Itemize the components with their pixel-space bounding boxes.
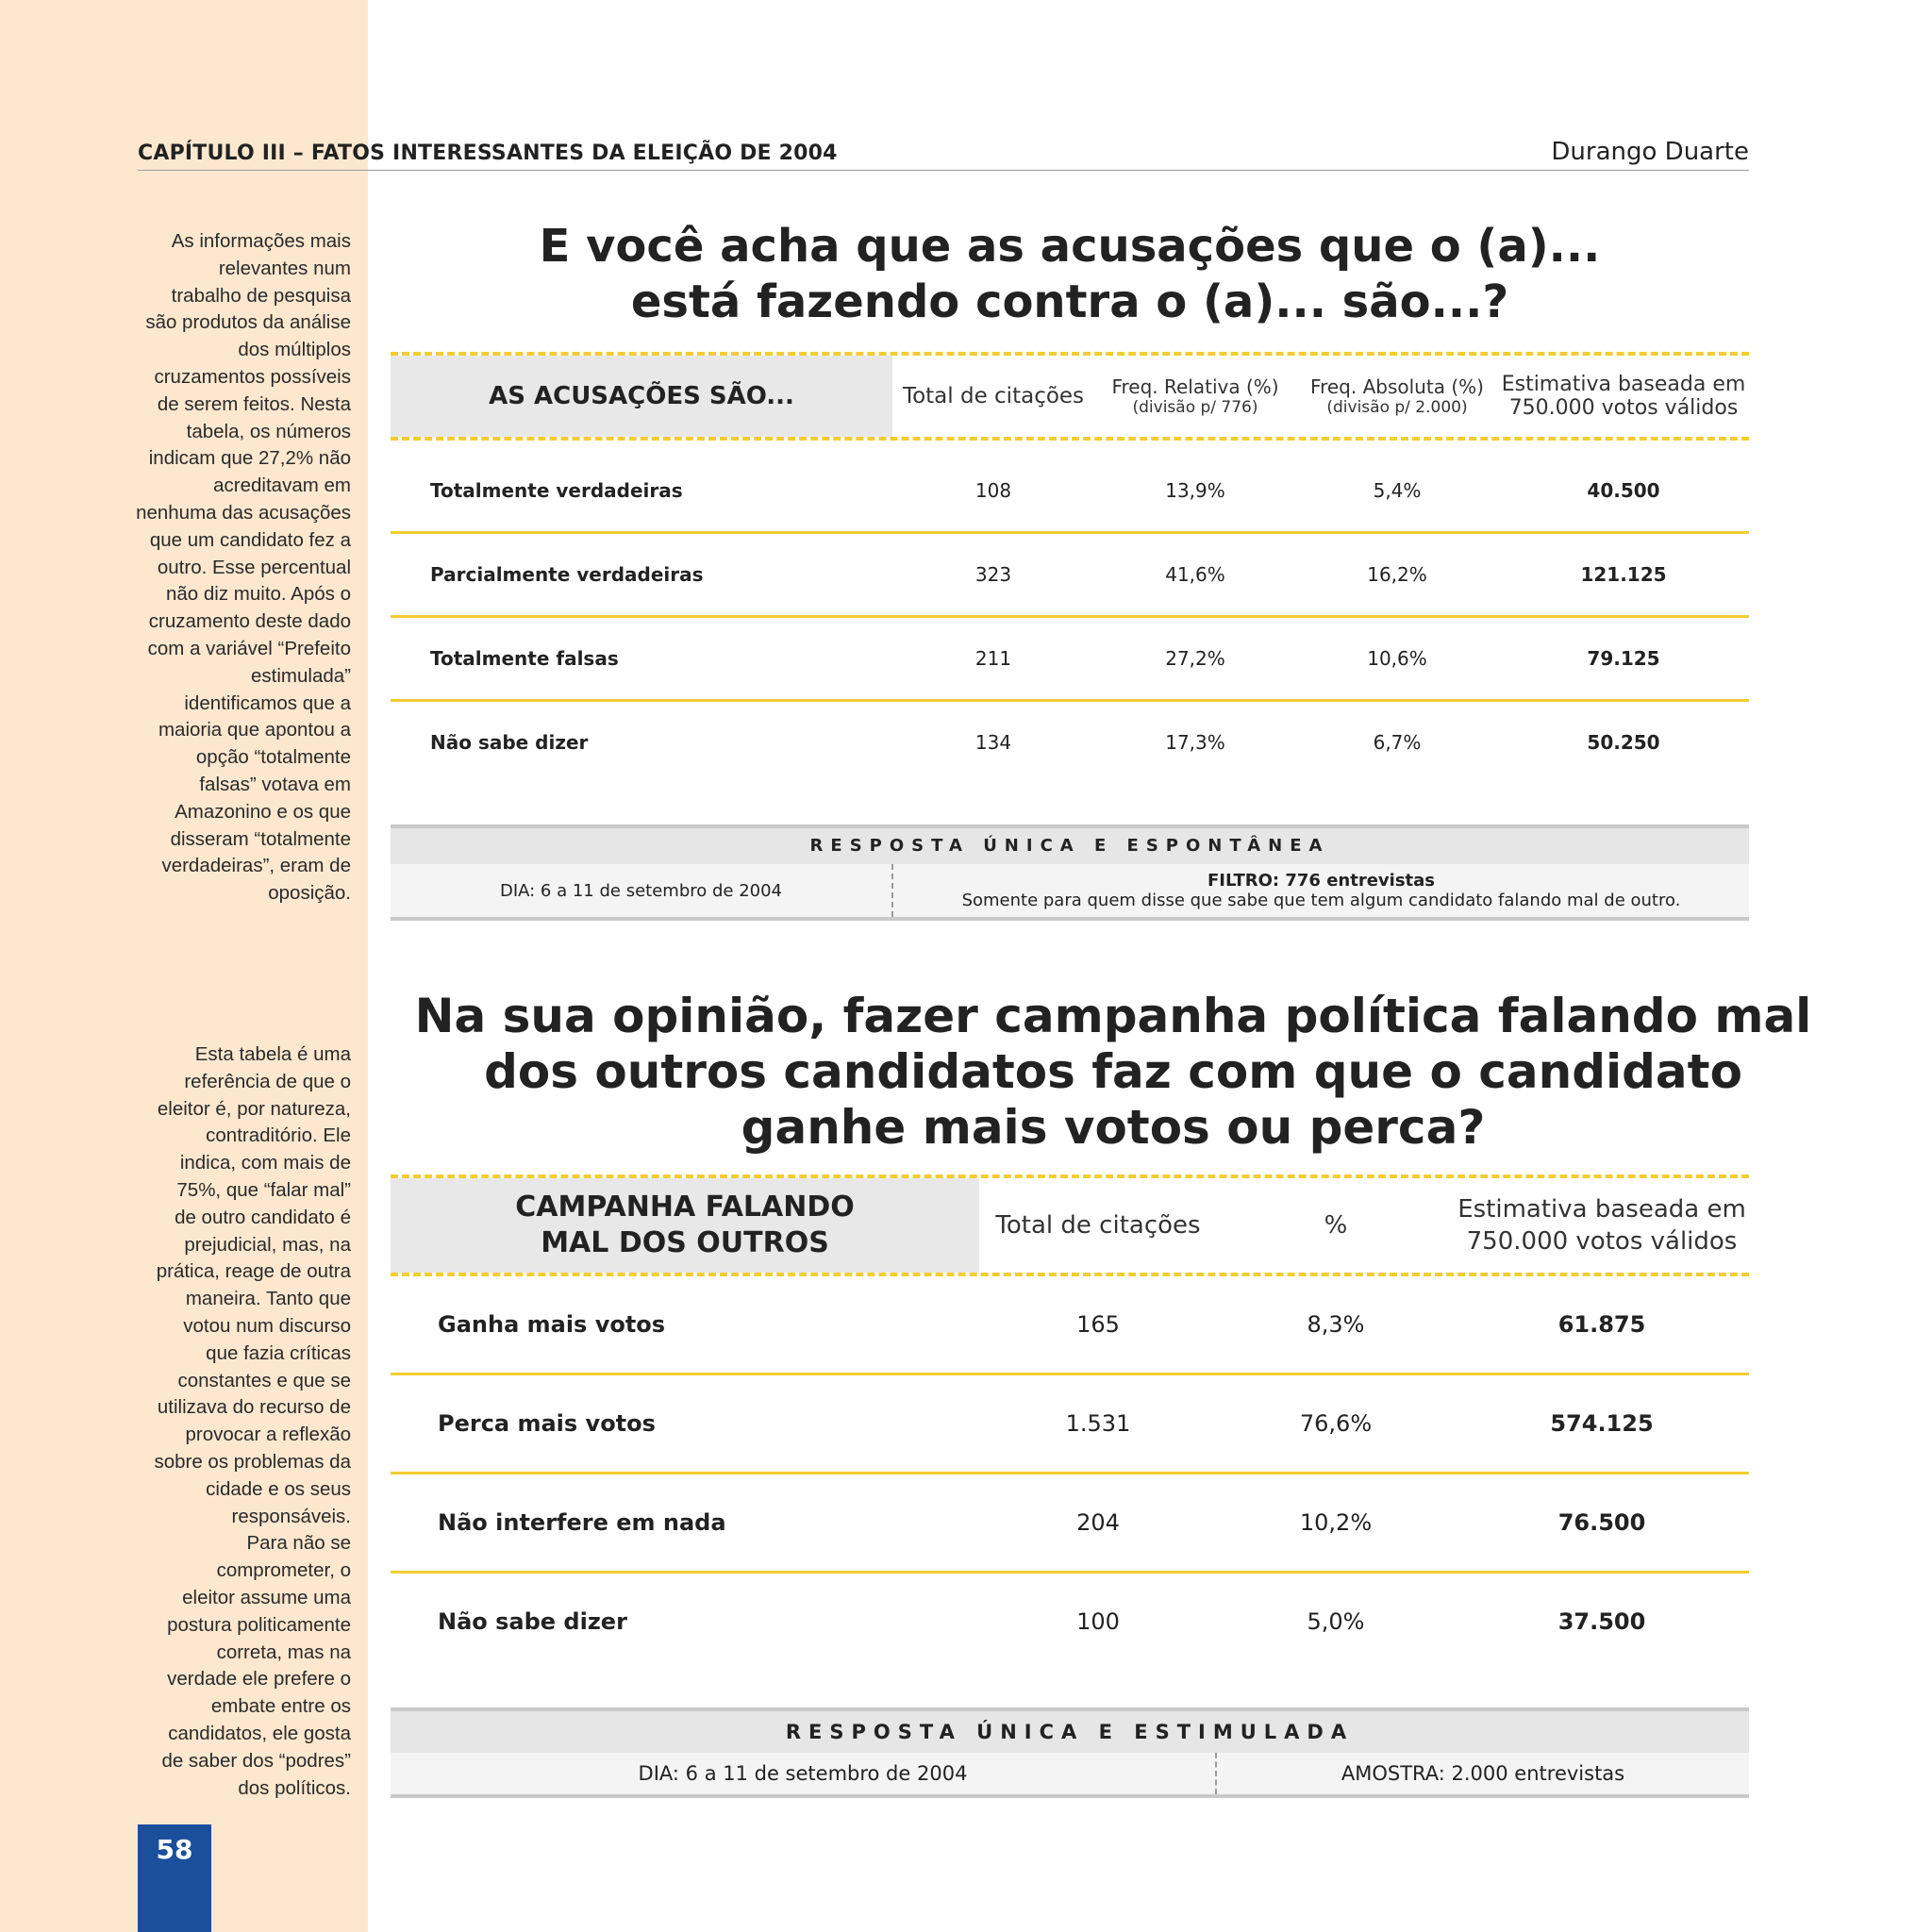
table1-header-estimate: Estimativa baseada em 750.000 votos válidos bbox=[1501, 373, 1746, 420]
table2-header-category: CAMPANHA FALANDO MAL DOS OUTROS bbox=[391, 1178, 979, 1273]
table1-response-type: RESPOSTA ÚNICA E ESPONTÂNEA bbox=[391, 824, 1749, 864]
chapter-title: CAPÍTULO III – FATOS INTERESSANTES DA ELEIÇÃO DE 2004 bbox=[138, 142, 838, 165]
table1 bbox=[391, 352, 1749, 921]
table1-header-relative: Freq. Relativa (%) (divisão p/ 776) bbox=[1111, 375, 1279, 417]
table2-body bbox=[391, 1276, 1749, 1670]
table2-header-total: Total de citações bbox=[995, 1211, 1201, 1240]
table1-date: DIA: 6 a 11 de setembro de 2004 bbox=[499, 880, 783, 901]
side-note-1: As informações mais relevantes num trabalho de pesquisa são produtos da análise dos múltiplos cruzamentos possíveis de serem feitos. Nesta tabela, os números indicam que 27,2% não acreditavam em nenhuma das acusações que um candidato fez a outro. Esse percentual não diz muito. Após o cruzamento deste dado com a variável “Prefeito estimulada” identificamos que a maioria que apontou a opção “totalmente falsas” votava em Amazonino e os que disseram “totalmente verdadeiras”, eram de oposição. bbox=[136, 230, 351, 905]
table2 bbox=[391, 1174, 1749, 1798]
table2-header-estimate: Estimativa baseada em 750.000 votos válidos bbox=[1457, 1195, 1746, 1256]
side-note-2: Esta tabela é uma referência de que o eleitor é, por natureza, contraditório. Ele indica, com mais de 75%, que “falar mal” de outro candidato é prejudicial, mas, na prática, reage de outra maneira. Tanto que votou num discurso que fazia críticas constantes e que se utilizava do recurso de provocar a reflexão sobre os problemas da cidade e os seus responsáveis. Para não se comprometer, o eleitor assume uma postura politicamente correta, mas na verdade ele prefere o embate entre os candidatos, ele gosta de saber dos “podres” dos políticos. bbox=[154, 1043, 351, 1799]
table1-header-total: Total de citações bbox=[902, 384, 1085, 408]
table1-header bbox=[391, 356, 1749, 437]
table2-response-type: RESPOSTA ÚNICA E ESTIMULADA bbox=[391, 1707, 1749, 1753]
table1-header-category: AS ACUSAÇÕES SÃO... bbox=[391, 356, 892, 437]
page-header bbox=[138, 138, 1749, 171]
table1-header-absolute: Freq. Absoluta (%) (divisão p/ 2.000) bbox=[1310, 375, 1484, 417]
table-row: Ganha mais votos 165 8,3% 61.875 bbox=[391, 1276, 1749, 1375]
table-row: Totalmente falsas 211 27,2% 10,6% 79.125 bbox=[391, 618, 1749, 702]
table-row: Não sabe dizer 100 5,0% 37.500 bbox=[391, 1574, 1749, 1670]
page-number-block bbox=[138, 1824, 211, 1932]
table2-header-percent: % bbox=[1324, 1211, 1348, 1240]
table2-header bbox=[391, 1178, 1749, 1273]
table2-sample: AMOSTRA: 2.000 entrevistas bbox=[1215, 1753, 1749, 1794]
table-row: Parcialmente verdadeiras 323 41,6% 16,2% 121.125 bbox=[391, 534, 1749, 618]
table1-filter: FILTRO: 776 entrevistas Somente para quem disse que sabe que tem algum candidato falando mal de outro. bbox=[891, 864, 1749, 917]
table-row: Totalmente verdadeiras 108 13,9% 5,4% 40.500 bbox=[391, 450, 1749, 534]
table2-title: Na sua opinião, fazer campanha política falando mal dos outros candidatos faz com que o candidato ganhe mais votos ou perca? bbox=[414, 989, 1812, 1155]
table2-date: DIA: 6 a 11 de setembro de 2004 bbox=[638, 1762, 968, 1785]
table-row: Não interfere em nada 204 10,2% 76.500 bbox=[391, 1474, 1749, 1574]
table1-body bbox=[391, 450, 1749, 783]
table-row: Não sabe dizer 134 17,3% 6,7% 50.250 bbox=[391, 702, 1749, 783]
author-name: Durango Duarte bbox=[1551, 138, 1749, 166]
page-number: 58 bbox=[156, 1834, 193, 1865]
table1-footer bbox=[391, 864, 1749, 921]
table-row: Perca mais votos 1.531 76,6% 574.125 bbox=[391, 1375, 1749, 1474]
table1-title: E você acha que as acusações que o (a)... está fazendo contra o (a)... são...? bbox=[539, 220, 1601, 328]
table2-footer bbox=[391, 1753, 1749, 1798]
